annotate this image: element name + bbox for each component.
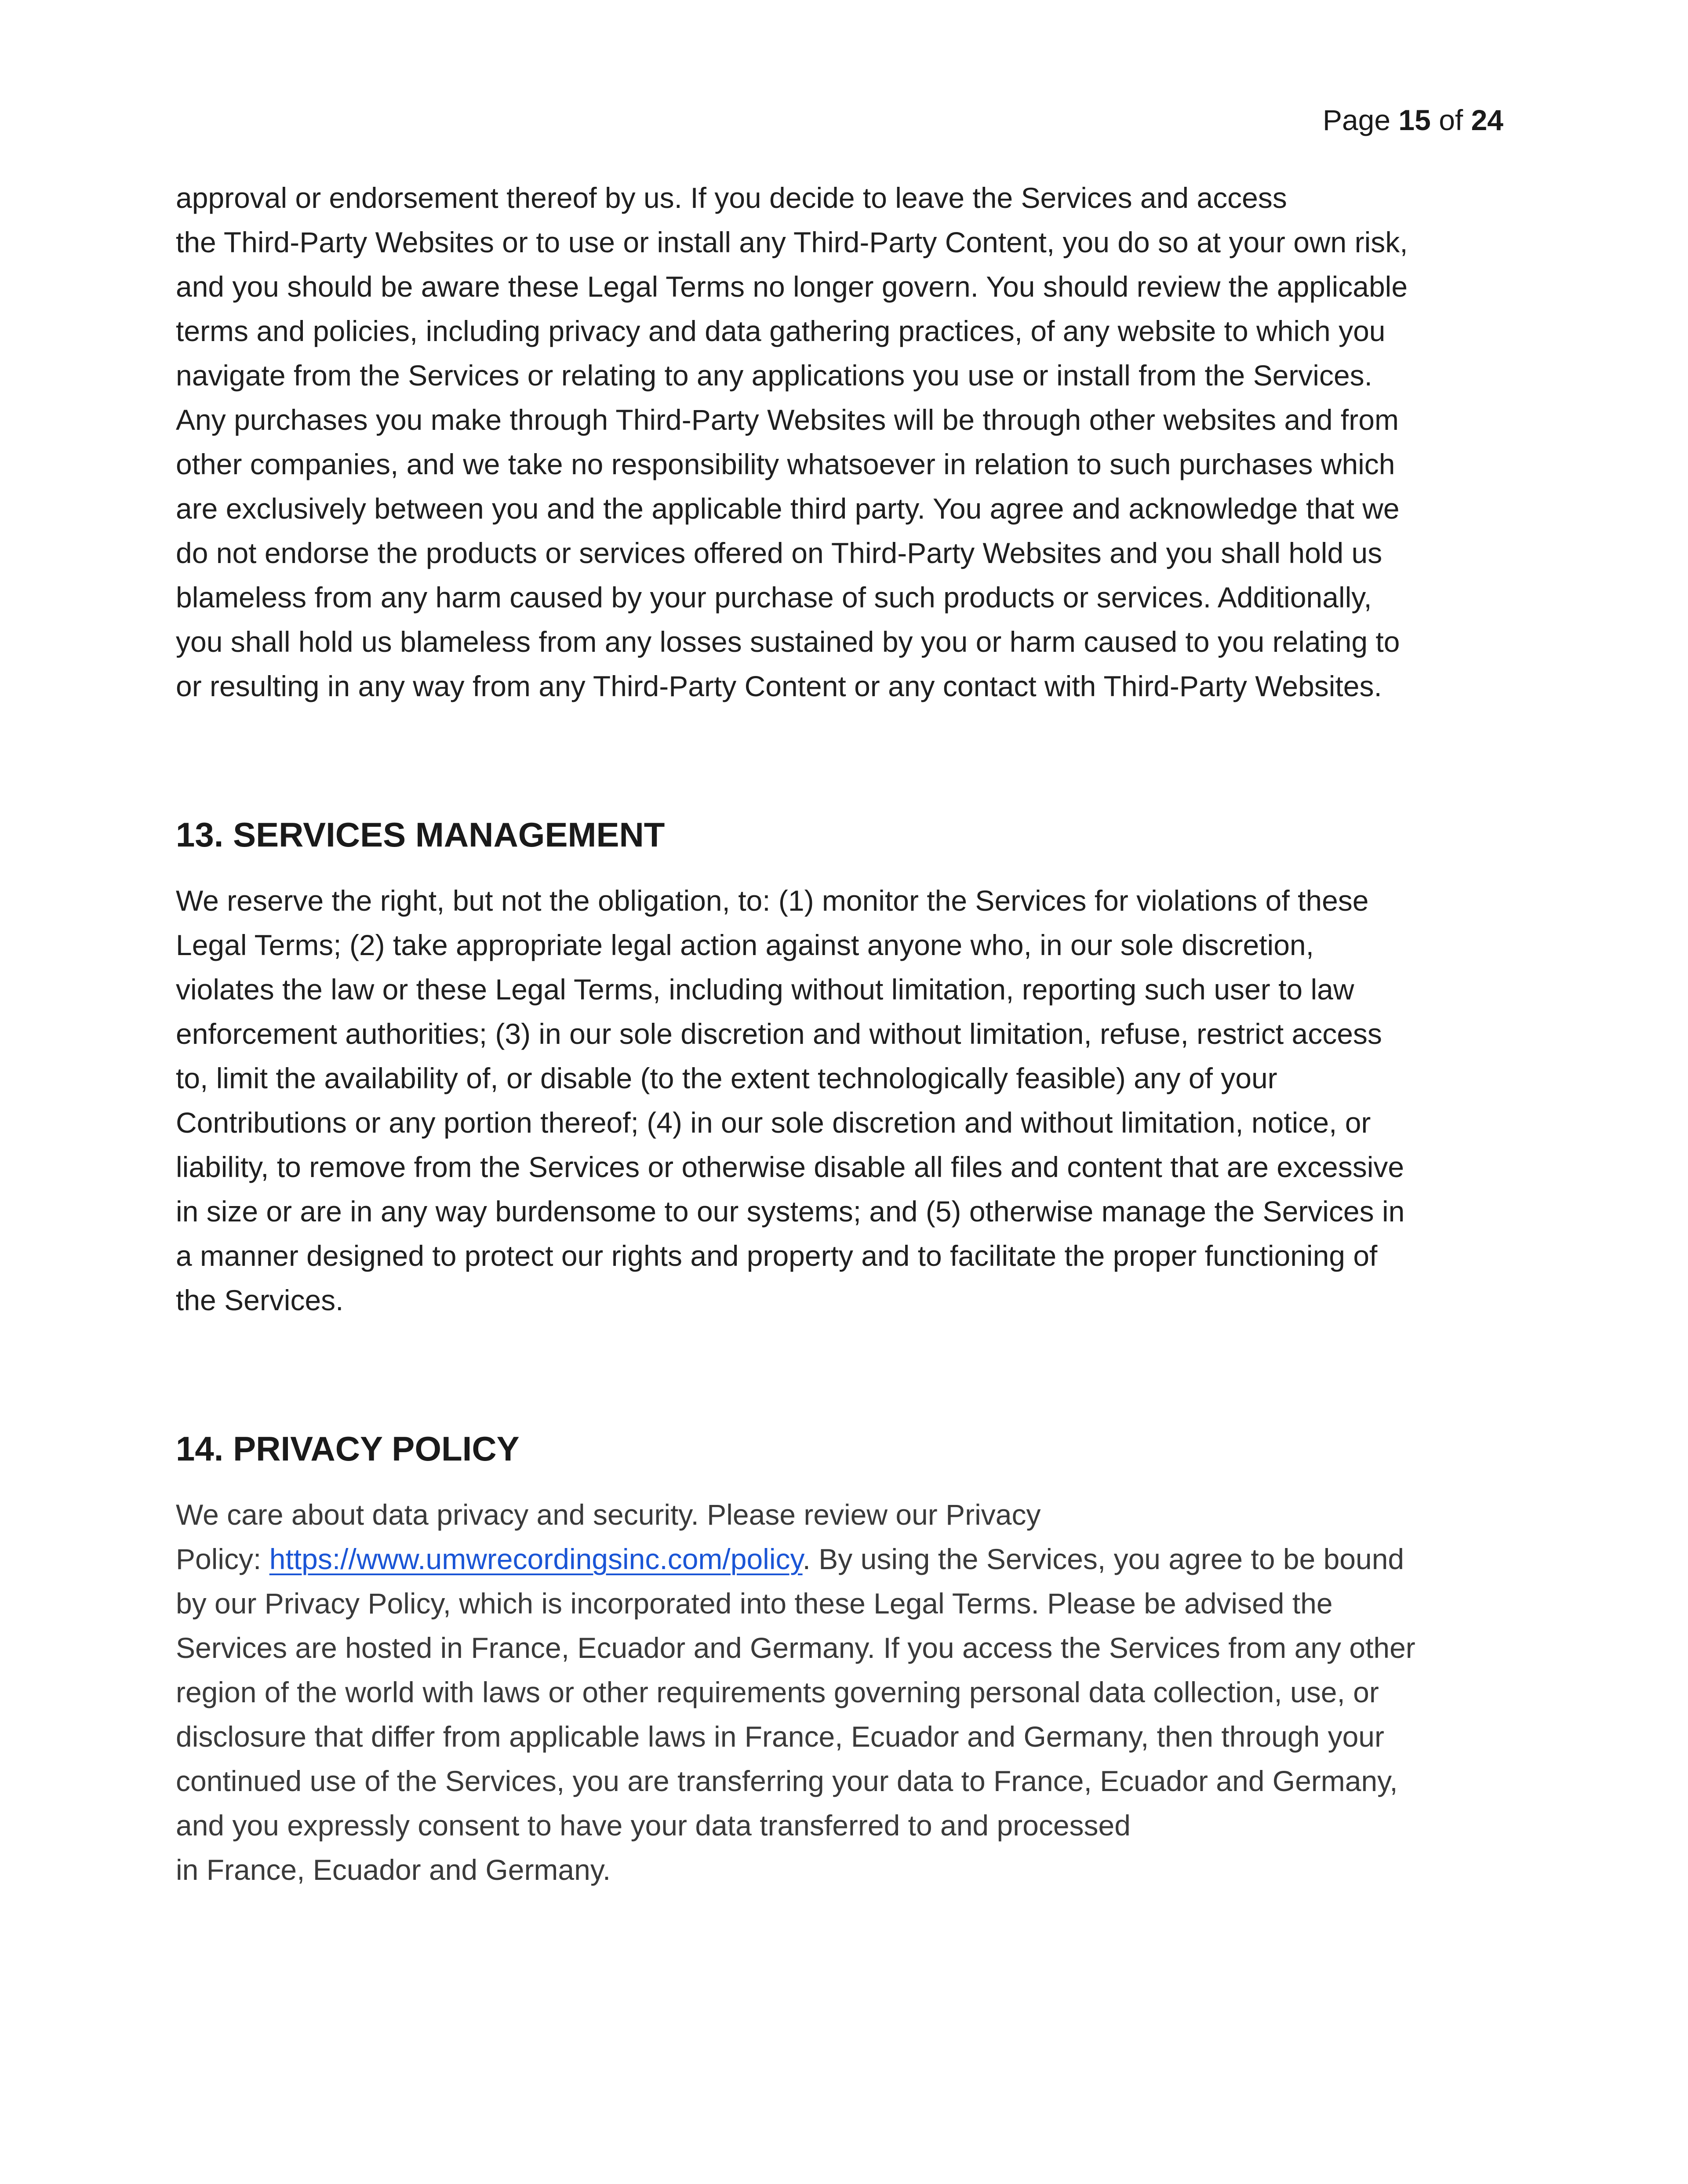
third-party-paragraph bbox=[176, 176, 1512, 709]
paragraph-line: and you should be aware these Legal Terms no longer govern. You should review the applicable bbox=[176, 270, 1408, 303]
paragraph-line: you shall hold us blameless from any losses sustained by you or harm caused to you relating to bbox=[176, 625, 1400, 658]
total-pages-number: 24 bbox=[1471, 104, 1503, 136]
paragraph-line: other companies, and we take no responsibility whatsoever in relation to such purchases which bbox=[176, 448, 1395, 480]
privacy-policy-paragraph bbox=[176, 1493, 1512, 1892]
paragraph-line: in France, Ecuador and Germany. bbox=[176, 1853, 611, 1886]
policy-label: Policy: bbox=[176, 1543, 269, 1575]
paragraph-line: or resulting in any way from any Third-Party Content or any contact with Third-Party Websites. bbox=[176, 670, 1382, 702]
page-label: Page bbox=[1322, 104, 1391, 136]
paragraph-line: Legal Terms; (2) take appropriate legal action against anyone who, in our sole discretion, bbox=[176, 929, 1314, 961]
paragraph-line: Contributions or any portion thereof; (4) in our sole discretion and without limitation, notice, or bbox=[176, 1106, 1371, 1139]
paragraph-line-with-link bbox=[176, 1537, 1512, 1581]
page-of-label: of bbox=[1439, 104, 1463, 136]
paragraph-line: in size or are in any way burdensome to our systems; and (5) otherwise manage the Services in bbox=[176, 1195, 1405, 1228]
paragraph-line: and you expressly consent to have your data transferred to and processed bbox=[176, 1809, 1131, 1842]
paragraph-line: by our Privacy Policy, which is incorporated into these Legal Terms. Please be advised the bbox=[176, 1587, 1333, 1620]
paragraph-line: We care about data privacy and security. Please review our Privacy bbox=[176, 1498, 1041, 1531]
paragraph-line: continued use of the Services, you are transferring your data to France, Ecuador and Germany, bbox=[176, 1765, 1398, 1797]
paragraph-line: navigate from the Services or relating to any applications you use or install from the Services. bbox=[176, 359, 1372, 392]
paragraph-line: disclosure that differ from applicable laws in France, Ecuador and Germany, then through your bbox=[176, 1720, 1384, 1753]
paragraph-line: blameless from any harm caused by your purchase of such products or services. Additionally, bbox=[176, 581, 1372, 614]
paragraph-line: region of the world with laws or other requirements governing personal data collection, use, or bbox=[176, 1676, 1379, 1708]
page-number bbox=[1323, 100, 1503, 140]
paragraph-line: the Services. bbox=[176, 1284, 344, 1316]
paragraph-line: Services are hosted in France, Ecuador and Germany. If you access the Services from any other bbox=[176, 1632, 1415, 1664]
paragraph-line: violates the law or these Legal Terms, including without limitation, reporting such user to law bbox=[176, 973, 1354, 1006]
services-management-paragraph bbox=[176, 879, 1512, 1323]
paragraph-line: do not endorse the products or services offered on Third-Party Websites and you shall hold us bbox=[176, 537, 1382, 569]
paragraph-line: to, limit the availability of, or disable (to the extent technologically feasible) any of your bbox=[176, 1062, 1277, 1094]
paragraph-text: . By using the Services, you agree to be bound bbox=[802, 1543, 1404, 1575]
paragraph-line: enforcement authorities; (3) in our sole discretion and without limitation, refuse, restrict access bbox=[176, 1018, 1382, 1050]
paragraph-line: are exclusively between you and the applicable third party. You agree and acknowledge that we bbox=[176, 492, 1400, 525]
section-heading-privacy-policy: 14. PRIVACY POLICY bbox=[176, 1429, 520, 1468]
privacy-policy-link[interactable]: https://www.umwrecordingsinc.com/policy bbox=[269, 1543, 803, 1575]
paragraph-line: liability, to remove from the Services or otherwise disable all files and content that are excessive bbox=[176, 1151, 1404, 1183]
paragraph-line: a manner designed to protect our rights and property and to facilitate the proper functioning of bbox=[176, 1239, 1378, 1272]
paragraph-line: terms and policies, including privacy and data gathering practices, of any website to which you bbox=[176, 315, 1386, 347]
paragraph-line: approval or endorsement thereof by us. If you decide to leave the Services and access bbox=[176, 182, 1287, 214]
paragraph-line: Any purchases you make through Third-Party Websites will be through other websites and from bbox=[176, 403, 1399, 436]
paragraph-line: the Third-Party Websites or to use or install any Third-Party Content, you do so at your own risk, bbox=[176, 226, 1408, 258]
paragraph-line: We reserve the right, but not the obligation, to: (1) monitor the Services for violations of these bbox=[176, 884, 1369, 917]
document-body bbox=[176, 176, 1512, 1892]
section-heading-services-management: 13. SERVICES MANAGEMENT bbox=[176, 815, 665, 854]
current-page-number: 15 bbox=[1398, 104, 1431, 136]
